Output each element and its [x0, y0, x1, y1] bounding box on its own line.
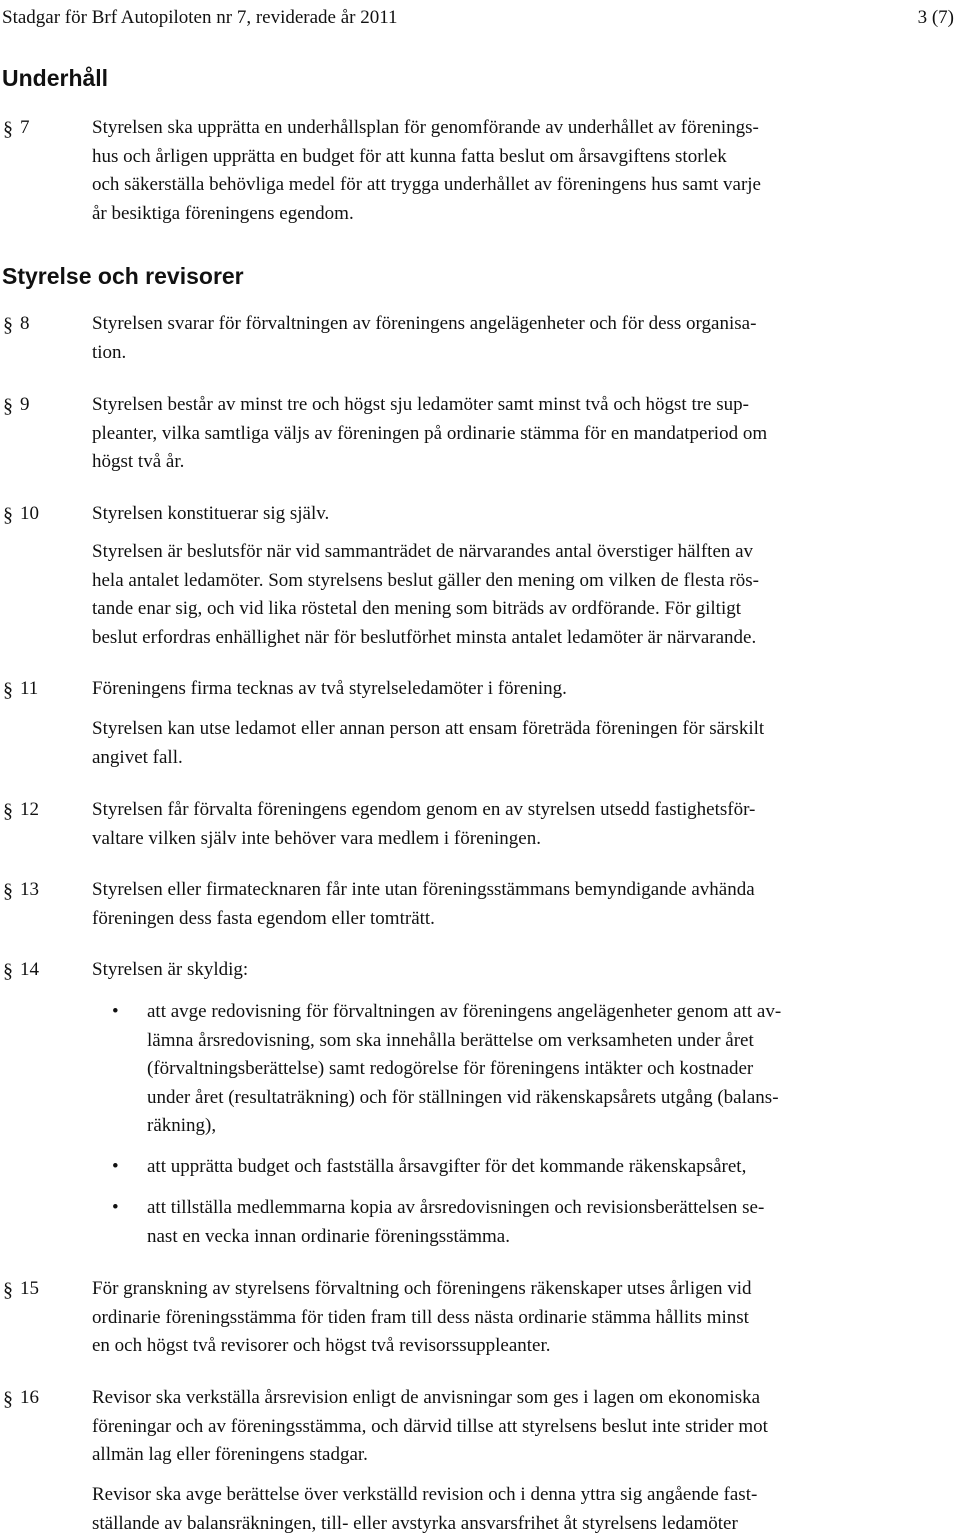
text-line: under året (resultaträkning) och för ställningen vid räkenskapsårets utgång (balans- [147, 1086, 779, 1108]
text-line: och säkerställa behövliga medel för att trygga underhållet av föreningens hus samt varje [92, 174, 761, 195]
text-line: ordinarie föreningsstämma för tiden fram till dess nästa ordinarie stämma hållits minst [92, 1306, 749, 1328]
text-line: hus och årligen upprätta en budget för att kunna fatta beslut om årsavgiftens storlek [92, 145, 727, 167]
text-line: Styrelsen är skyldig: [92, 959, 249, 980]
text-line: allmän lag eller föreningens stadgar. [92, 1444, 368, 1465]
text-line: föreningen dess fasta egendom eller tomträtt. [92, 907, 435, 929]
paragraph-text [92, 675, 958, 704]
paragraph-number: 9 [20, 394, 30, 415]
svg-text:§: § [3, 800, 13, 822]
text-line: pleanter, vilka samtliga väljs av föreningen på ordinarie stämma för en mandatperiod om [92, 422, 768, 444]
text-line: För granskning av styrelsens förvaltning och föreningens räkenskaper utses årligen vid [92, 1278, 752, 1299]
text-line: Styrelsen består av minst tre och högst sju ledamöter samt minst två och högst tre sup- [92, 394, 749, 415]
svg-text:§: § [3, 1279, 13, 1301]
paragraph-number: 15 [20, 1278, 39, 1299]
section-sign-icon [2, 1275, 16, 1303]
text-line: (förvaltningsberättelse) samt redogörelse för föreningens intäkter och kostnader [147, 1058, 754, 1079]
bullet-icon: • [112, 1001, 119, 1022]
svg-text:§: § [3, 679, 13, 701]
paragraph-number: 12 [20, 799, 39, 820]
section-heading-styrelse: Styrelse och revisorer [2, 263, 244, 289]
list-item-text [147, 1153, 958, 1182]
text-line: ställande av balansräkningen, till- eller avstyrka ansvarsfrihet åt styrelsens ledamöter [92, 1512, 738, 1534]
text-line: Styrelsen är beslutsför när vid sammanträdet de närvarandes antal överstiger hälften av [92, 541, 754, 562]
bullet-icon: • [112, 1197, 119, 1218]
text-line: år besiktiga föreningens egendom. [92, 202, 354, 224]
paragraph-number: 14 [20, 959, 39, 980]
page-header [2, 6, 954, 30]
text-line: Revisor ska verkställa årsrevision enligt de anvisningar som ges i lagen om ekonomiska [92, 1387, 761, 1408]
section-sign-icon [2, 1384, 16, 1412]
section-sign-icon [2, 310, 16, 338]
svg-text:§: § [3, 880, 13, 902]
text-line: Styrelsen kan utse ledamot eller annan person att ensam företräda föreningen för särskilt [92, 718, 765, 739]
text-line: tande enar sig, och vid lika röstetal den mening som biträds av ordförande. För giltigt [92, 598, 742, 619]
text-line: valtare vilken själv inte behöver vara medlem i föreningen. [92, 827, 541, 849]
paragraph-number: 13 [20, 879, 39, 900]
paragraph-number: 8 [20, 313, 30, 334]
text-line: en och högst två revisorer och högst två revisorssuppleanter. [92, 1335, 551, 1356]
text-line: Styrelsen får förvalta föreningens egendom genom en av styrelsen utsedd fastighetsför- [92, 799, 756, 820]
text-line: räkning), [147, 1115, 217, 1136]
svg-text:§: § [3, 314, 13, 336]
svg-text:§: § [3, 960, 13, 982]
svg-text:§: § [3, 118, 13, 140]
text-line: tion. [92, 341, 127, 363]
text-line: lämna årsredovisning, som ska innehålla berättelse om verksamheten under året [147, 1029, 754, 1051]
section-heading-underhall: Underhåll [2, 65, 109, 91]
svg-text:§: § [3, 504, 13, 526]
paragraph-text [92, 1384, 958, 1470]
section-sign-icon [2, 391, 16, 419]
paragraph-text [92, 114, 958, 228]
text-line: att avge redovisning för förvaltningen av föreningens angelägenheter genom att av- [147, 1001, 782, 1022]
section-sign-icon [2, 675, 16, 703]
paragraph-text [92, 391, 958, 477]
section-sign-icon [2, 114, 16, 142]
paragraph-11-continuation [92, 715, 958, 772]
paragraph-number: 11 [20, 678, 39, 699]
paragraph-text [92, 1275, 958, 1361]
paragraph-text [92, 500, 958, 529]
paragraph-text [92, 796, 958, 853]
text-line: Föreningens firma tecknas av två styrelseledamöter i förening. [92, 678, 567, 699]
paragraph-text [92, 956, 958, 985]
svg-text:§: § [3, 1388, 13, 1410]
paragraph-16-continuation [92, 1481, 958, 1538]
text-line: högst två år. [92, 451, 185, 472]
paragraph-text [92, 310, 958, 367]
list-item-text [147, 1194, 958, 1251]
svg-text:§: § [3, 395, 13, 417]
paragraph-10-continuation [92, 538, 958, 652]
list-item-text [147, 998, 958, 1141]
text-line: beslut erfordras enhällighet när för beslutförhet minsta antalet ledamöter är närvarande. [92, 626, 757, 648]
text-line: föreningar och av föreningsstämma, och därvid tillse att styrelsens beslut inte strider mot [92, 1415, 768, 1437]
text-line: nast en vecka innan ordinarie föreningsstämma. [147, 1225, 510, 1247]
text-line: Styrelsen eller firmatecknaren får inte utan föreningsstämmans bemyndigande avhända [92, 879, 755, 900]
text-line: angivet fall. [92, 746, 183, 768]
section-sign-icon [2, 956, 16, 984]
section-sign-icon [2, 796, 16, 824]
text-line: att tillställa medlemmarna kopia av årsredovisningen och revisionsberättelsen se- [147, 1197, 765, 1218]
paragraph-number: 16 [20, 1387, 39, 1408]
text-line: Styrelsen konstituerar sig själv. [92, 503, 330, 524]
paragraph-number: 7 [20, 117, 30, 138]
text-line: Styrelsen ska upprätta en underhållsplan för genomförande av underhållet av förenings- [92, 117, 759, 138]
bullet-icon: • [112, 1156, 119, 1177]
paragraph-text [92, 876, 958, 933]
text-line: hela antalet ledamöter. Som styrelsens beslut gäller den mening om vilken de flesta rös- [92, 569, 759, 591]
section-sign-icon [2, 876, 16, 904]
text-line: Revisor ska avge berättelse över verkställd revision och i denna yttra sig angående fast- [92, 1484, 758, 1505]
page-number: 3 (7) [917, 7, 954, 28]
paragraph-number: 10 [20, 503, 39, 524]
header-title: Stadgar för Brf Autopiloten nr 7, reviderade år 2011 [2, 7, 398, 28]
section-sign-icon [2, 500, 16, 528]
text-line: att upprätta budget och fastställa årsavgifter för det kommande räkenskapsåret, [147, 1156, 747, 1177]
text-line: Styrelsen svarar för förvaltningen av föreningens angelägenheter och för dess organisa- [92, 313, 757, 334]
